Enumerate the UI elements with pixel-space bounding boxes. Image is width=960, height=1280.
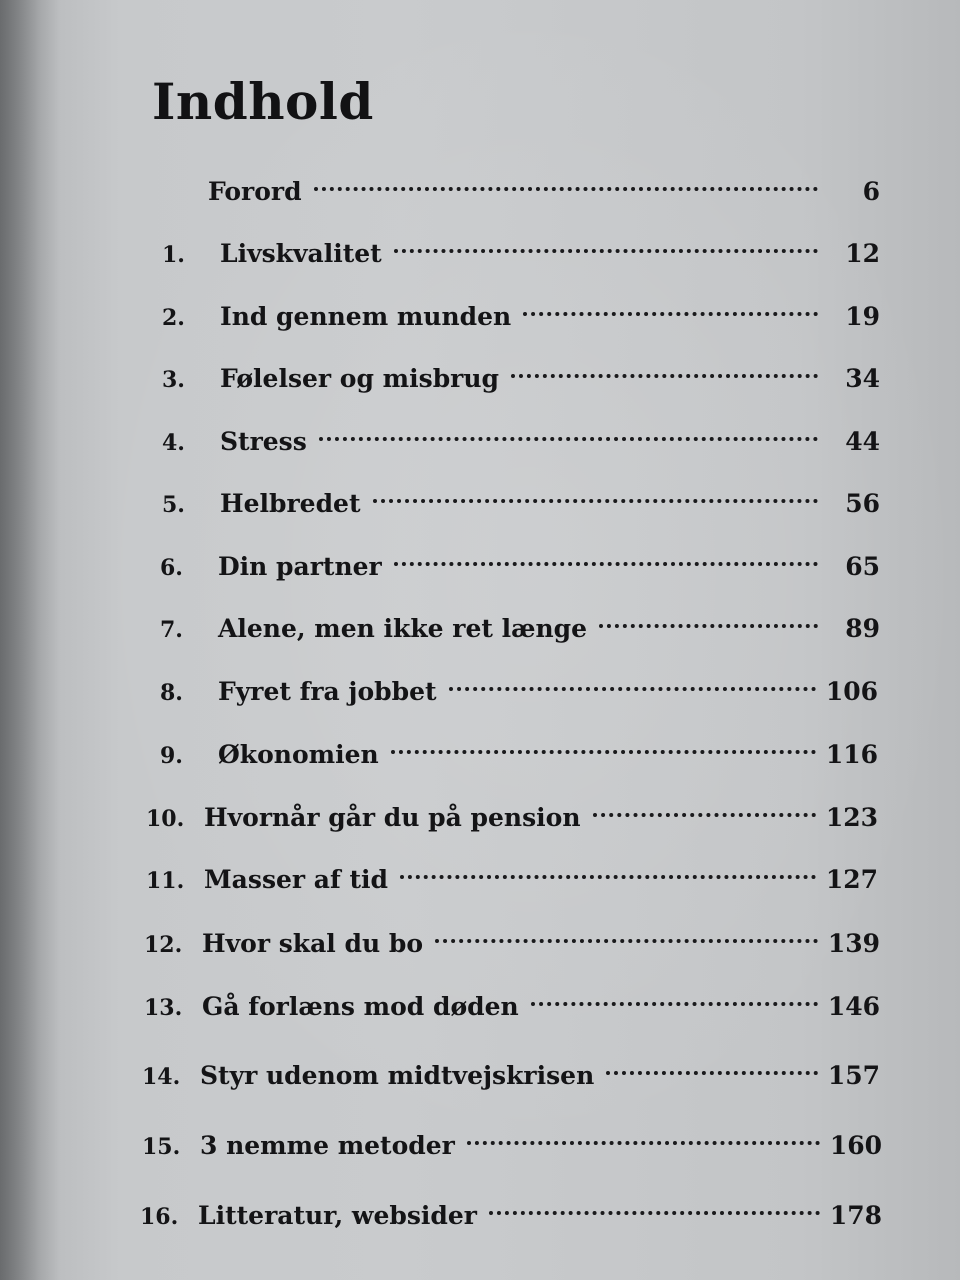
toc-entry-title: Hvor skal du bo: [202, 929, 424, 958]
toc-entry: [160, 660, 878, 706]
toc-entry-page: 34: [845, 364, 880, 393]
toc-entry-number: 13.: [144, 995, 183, 1021]
toc-entry: [160, 597, 880, 643]
toc-entry-page: 65: [845, 552, 880, 581]
toc-entry-title: Livskvalitet: [220, 239, 382, 268]
toc-entry-page: 12: [845, 239, 880, 268]
toc-dot-leader: [599, 597, 822, 637]
toc-entry-number: 2.: [162, 305, 185, 331]
toc-entry-title: Hvornår går du på pension: [204, 803, 581, 832]
toc-entry-page: 89: [845, 614, 880, 643]
toc-entry-title: Styr udenom midtvejskrisen: [200, 1061, 595, 1090]
toc-entry-title: 3 nemme metoder: [200, 1131, 455, 1160]
toc-dot-leader: [391, 723, 820, 763]
toc-entry: [162, 410, 880, 456]
toc-entry-page: 44: [845, 427, 880, 456]
toc-dot-leader: [523, 285, 822, 325]
toc-entry-page: 127: [825, 865, 878, 894]
toc-entry: [150, 160, 880, 206]
toc-entry-title: Masser af tid: [204, 865, 388, 894]
toc-entry-title: Din partner: [218, 552, 382, 581]
toc-dot-leader: [606, 1044, 822, 1084]
toc-dot-leader: [394, 222, 822, 262]
toc-entry-page: 19: [845, 302, 880, 331]
toc-entry-title: Fyret fra jobbet: [218, 677, 437, 706]
toc-entry-number: 4.: [162, 430, 185, 456]
toc-entry-number: 3.: [162, 367, 185, 393]
toc-entry-page: 146: [827, 992, 880, 1021]
toc-entry: [142, 1044, 880, 1090]
toc-entry-title: Alene, men ikke ret længe: [218, 614, 588, 643]
toc-entry: [160, 723, 878, 769]
toc-entry-page: 116: [825, 740, 878, 769]
toc-entry: [140, 1184, 882, 1230]
toc-entry-title: Ind gennem munden: [220, 302, 512, 331]
toc-entry-page: 178: [829, 1201, 882, 1230]
toc-entry-title: Økonomien: [218, 740, 379, 769]
toc-entry-title: Forord: [208, 177, 302, 206]
toc-entry: [162, 347, 880, 393]
toc-entry-number: 16.: [140, 1204, 179, 1230]
toc-entry: [142, 1114, 882, 1160]
toc-entry-title: Stress: [220, 427, 307, 456]
toc-entry-title: Følelser og misbrug: [220, 364, 500, 393]
toc-entry: [162, 285, 880, 331]
toc-dot-leader: [467, 1114, 824, 1154]
toc-entry: [146, 786, 878, 832]
toc-entry: [144, 912, 880, 958]
toc-entry-page: 160: [829, 1131, 882, 1160]
toc-dot-leader: [400, 848, 820, 888]
toc-entry-title: Gå forlæns mod døden: [202, 992, 519, 1021]
toc-entry: [146, 848, 878, 894]
toc-entry: [160, 535, 880, 581]
toc-dot-leader: [593, 786, 820, 826]
toc-entry: [162, 222, 880, 268]
toc-dot-leader: [435, 912, 822, 952]
toc-entry-number: 12.: [144, 932, 183, 958]
toc-entry-number: 9.: [160, 743, 183, 769]
toc-dot-leader: [319, 410, 822, 450]
toc-dot-leader: [314, 160, 822, 200]
toc-entry-number: 5.: [162, 492, 185, 518]
toc-entry: [144, 975, 880, 1021]
toc-entry-number: 8.: [160, 680, 183, 706]
toc-entry: [162, 472, 880, 518]
toc-entry-title: Litteratur, websider: [198, 1201, 477, 1230]
toc-entry-title: Helbredet: [220, 489, 361, 518]
toc-dot-leader: [531, 975, 822, 1015]
toc-entry-number: 14.: [142, 1064, 181, 1090]
toc-entry-number: 6.: [160, 555, 183, 581]
toc-entry-number: 1.: [162, 242, 185, 268]
toc-entry-number: 10.: [146, 806, 185, 832]
toc-entry-number: 15.: [142, 1134, 181, 1160]
toc-dot-leader: [373, 472, 822, 512]
toc-entry-page: 6: [862, 177, 880, 206]
toc-entry-page: 139: [827, 929, 880, 958]
toc-dot-leader: [449, 660, 820, 700]
toc-entry-number: 11.: [146, 868, 185, 894]
toc-dot-leader: [489, 1184, 824, 1224]
page-title: Indhold: [152, 72, 374, 131]
toc-entry-page: 123: [825, 803, 878, 832]
toc-entry-page: 157: [827, 1061, 880, 1090]
toc-entry-page: 106: [825, 677, 878, 706]
toc-entry-page: 56: [845, 489, 880, 518]
toc-entry-number: 7.: [160, 617, 183, 643]
toc-dot-leader: [511, 347, 822, 387]
toc-dot-leader: [394, 535, 822, 575]
